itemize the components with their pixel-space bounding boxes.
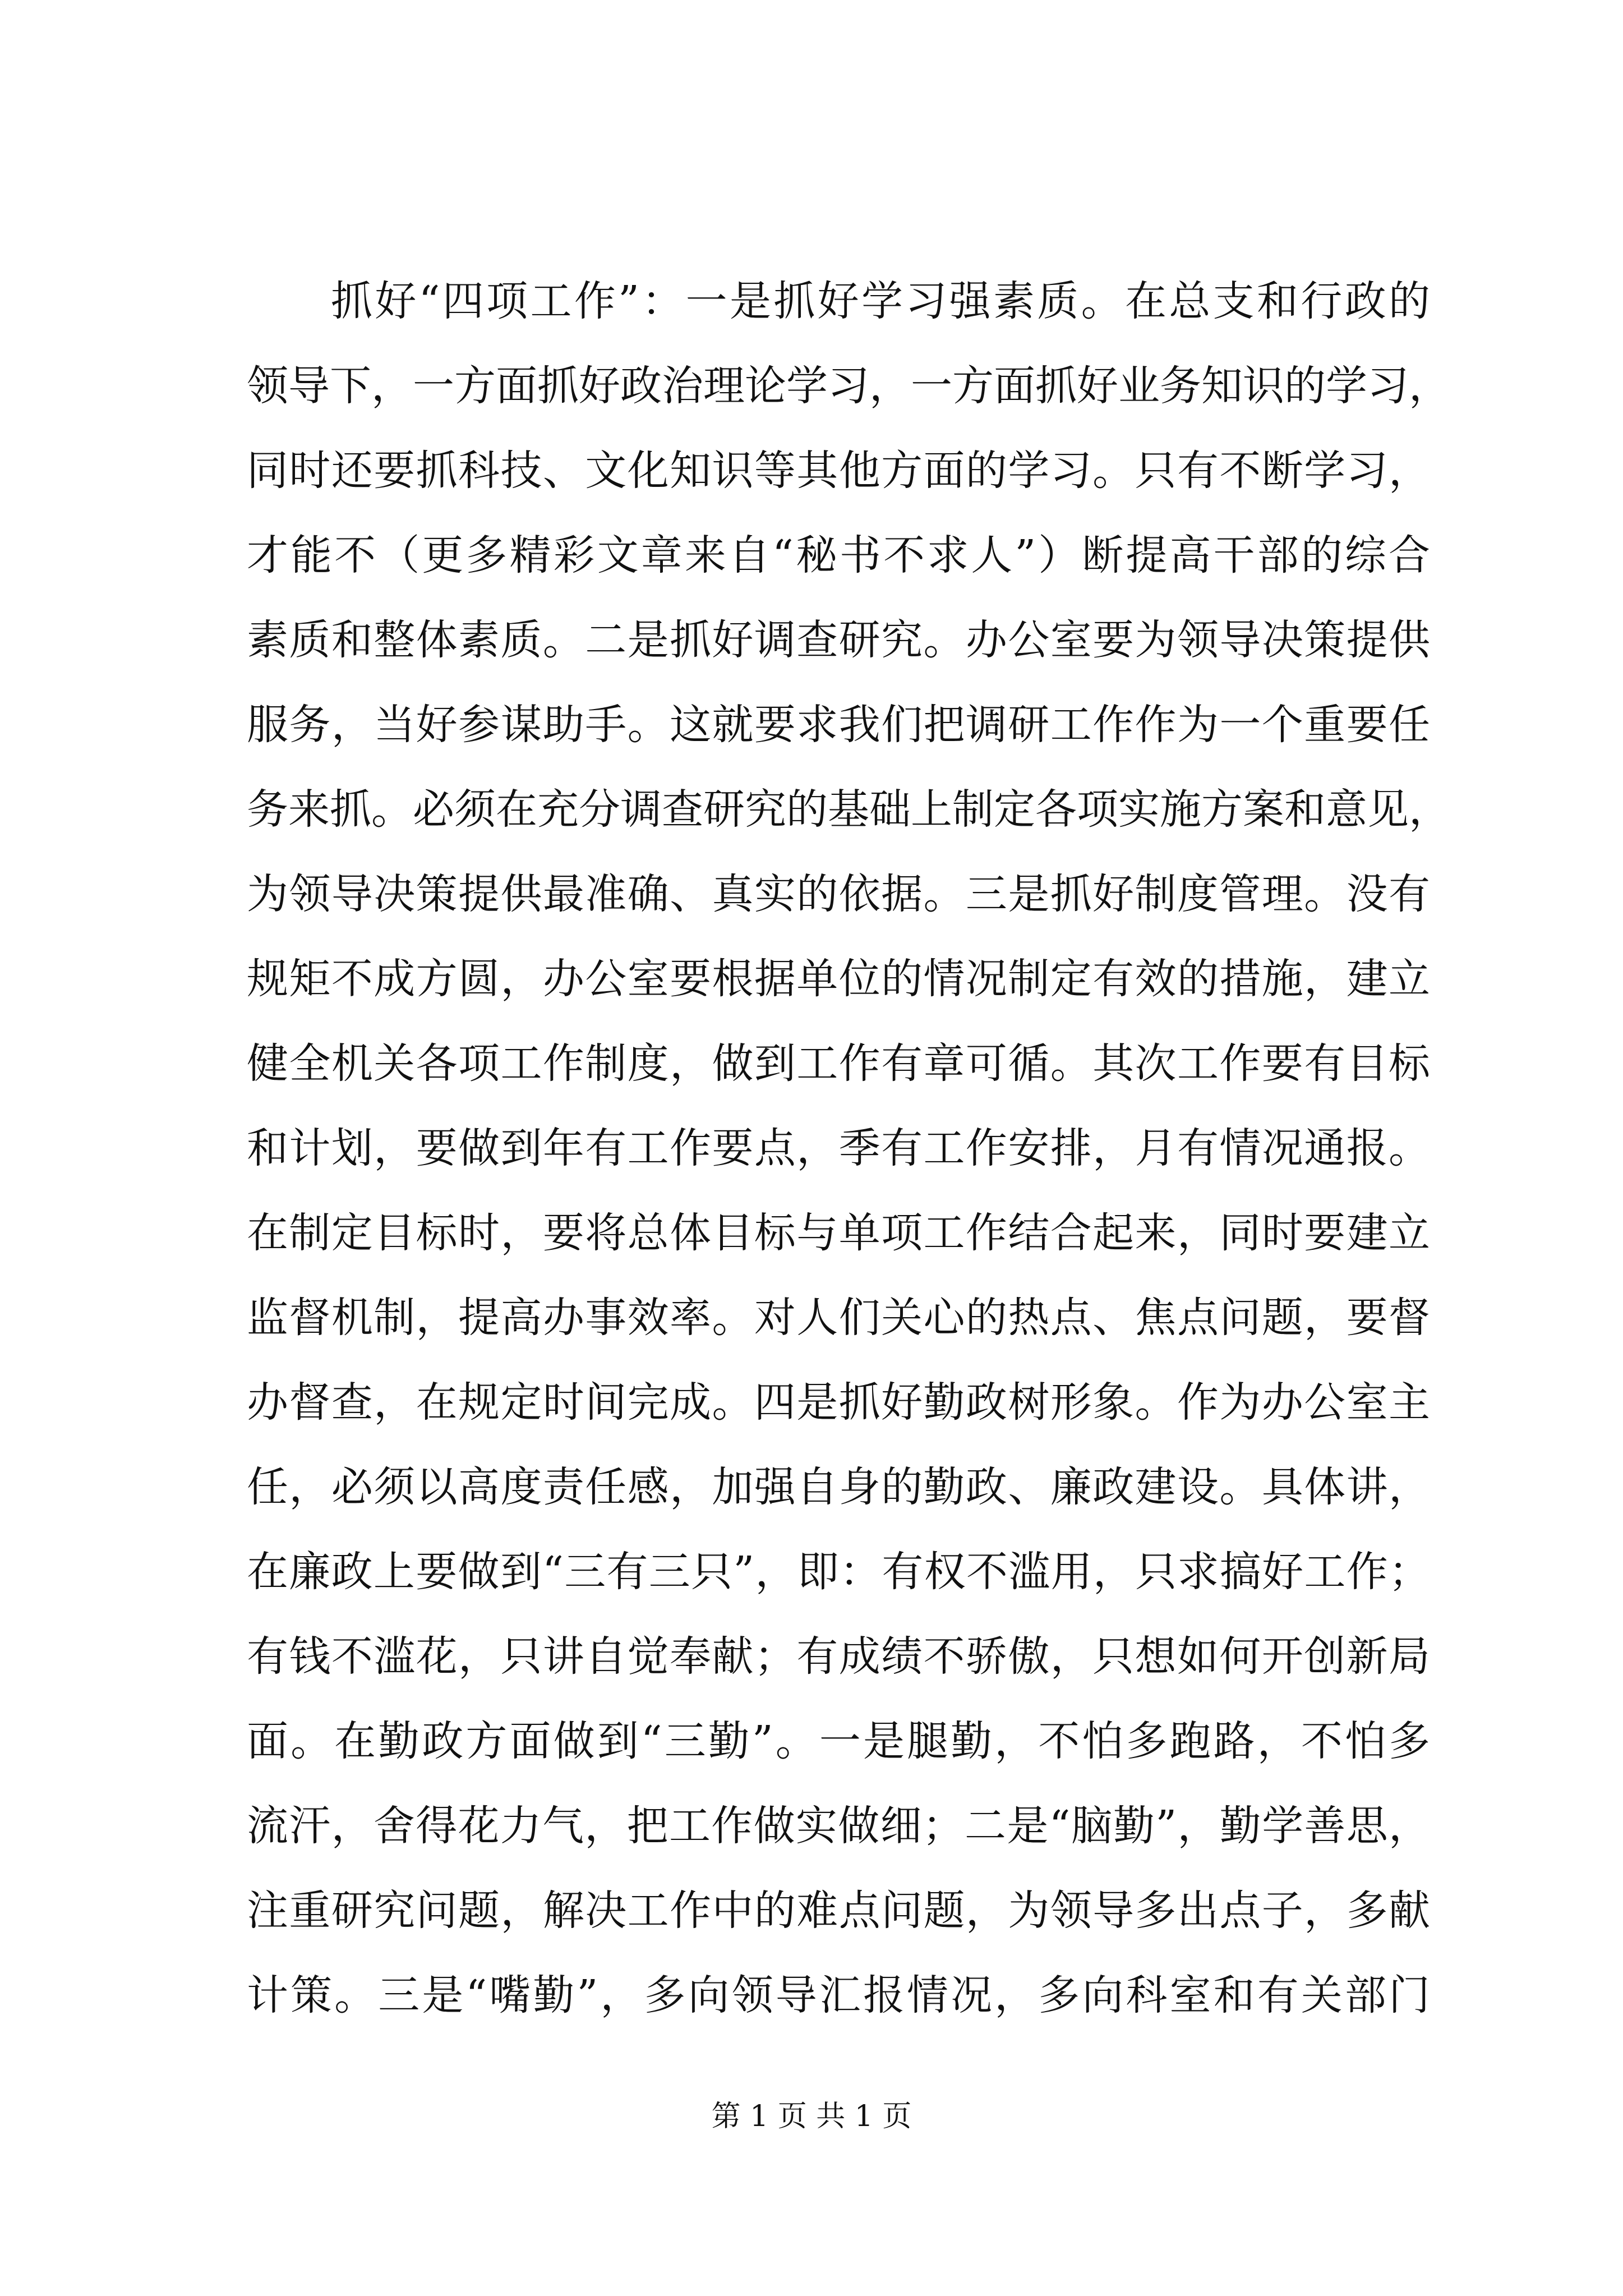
text-line: 在制定目标时，要将总体目标与单项工作结合起来，同时要建立 (247, 1209, 1430, 1257)
text-line: 才能不（更多精彩文章来自“秘书不求人”）断提高干部的综合 (247, 531, 1430, 579)
page-number-footer: 第 1 页 共 1 页 (711, 2100, 912, 2133)
text-line: 服务，当好参谋助手。这就要求我们把调研工作作为一个重要任 (247, 701, 1430, 749)
text-line: 任，必须以高度责任感，加强自身的勤政、廉政建设。具体讲， (247, 1463, 1430, 1511)
text-line: 同时还要抓科技、文化知识等其他方面的学习。只有不断学习， (247, 447, 1430, 495)
text-line: 务来抓。必须在充分调查研究的基础上制定各项实施方案和意见， (247, 785, 1450, 834)
text-line: 办督查，在规定时间完成。四是抓好勤政树形象。作为办公室主 (247, 1378, 1430, 1427)
text-line: 面。在勤政方面做到“三勤”。一是腿勤，不怕多跑路，不怕多 (247, 1717, 1430, 1765)
text-line: 在廉政上要做到“三有三只”，即：有权不滥用，只求搞好工作； (247, 1548, 1430, 1596)
text-line: 领导下，一方面抓好政治理论学习，一方面抓好业务知识的学习， (247, 362, 1450, 410)
text-line: 健全机关各项工作制度，做到工作有章可循。其次工作要有目标 (247, 1039, 1430, 1088)
text-line: 抓好“四项工作”：一是抓好学习强素质。在总支和行政的 (331, 277, 1430, 325)
text-line: 注重研究问题，解决工作中的难点问题，为领导多出点子，多献 (247, 1887, 1430, 1935)
text-line: 计策。三是“嘴勤”，多向领导汇报情况，多向科室和有关部门 (247, 1971, 1430, 2019)
text-line: 有钱不滥花，只讲自觉奉献；有成绩不骄傲，只想如何开创新局 (247, 1632, 1430, 1681)
text-line: 监督机制，提高办事效率。对人们关心的热点、焦点问题，要督 (247, 1294, 1430, 1342)
text-line: 规矩不成方圆，办公室要根据单位的情况制定有效的措施，建立 (247, 955, 1430, 1003)
text-line: 流汗，舍得花力气，把工作做实做细；二是“脑勤”，勤学善思， (247, 1802, 1430, 1850)
text-line: 为领导决策提供最准确、真实的依据。三是抓好制度管理。没有 (247, 870, 1430, 918)
text-line: 和计划，要做到年有工作要点，季有工作安排，月有情况通报。 (247, 1124, 1430, 1172)
body-paragraph (247, 259, 1450, 2038)
text-line: 素质和整体素质。二是抓好调查研究。办公室要为领导决策提供 (247, 616, 1430, 664)
